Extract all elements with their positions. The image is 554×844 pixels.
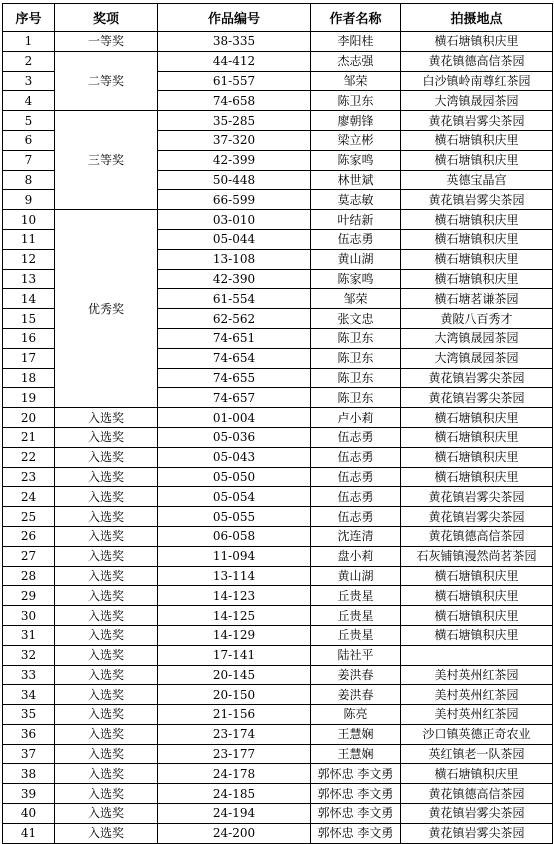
cell-location: 黄陂八百秀才 — [401, 309, 553, 329]
cell-index: 35 — [3, 705, 55, 725]
cell-author: 伍志勇 — [311, 229, 401, 249]
cell-author: 丘贵星 — [311, 606, 401, 626]
cell-work-code: 20-150 — [158, 685, 311, 705]
cell-location: 横石塘镇积庆里 — [401, 764, 553, 784]
cell-author: 陈家鸣 — [311, 269, 401, 289]
cell-index: 36 — [3, 724, 55, 744]
cell-work-code: 23-177 — [158, 744, 311, 764]
cell-work-code: 44-412 — [158, 51, 311, 71]
cell-index: 5 — [3, 111, 55, 131]
table-row — [3, 467, 553, 487]
cell-award: 入选奖 — [55, 467, 158, 487]
cell-award: 入选奖 — [55, 724, 158, 744]
header-row — [3, 4, 553, 32]
cell-award: 三等奖 — [55, 111, 158, 210]
cell-work-code: 01-004 — [158, 408, 311, 428]
cell-work-code: 61-557 — [158, 71, 311, 91]
cell-award: 二等奖 — [55, 51, 158, 110]
cell-index: 2 — [3, 51, 55, 71]
cell-award: 入选奖 — [55, 625, 158, 645]
cell-author: 廖朝锋 — [311, 111, 401, 131]
cell-author: 陈卫东 — [311, 328, 401, 348]
cell-award: 入选奖 — [55, 685, 158, 705]
cell-location: 黄花镇岩雾尖茶园 — [401, 190, 553, 210]
table-row — [3, 625, 553, 645]
cell-location: 横石塘镇积庆里 — [401, 229, 553, 249]
table-row — [3, 408, 553, 428]
cell-work-code: 13-114 — [158, 566, 311, 586]
cell-author: 梁立彬 — [311, 130, 401, 150]
cell-award: 入选奖 — [55, 645, 158, 665]
cell-location: 黄花镇岩雾尖茶园 — [401, 368, 553, 388]
cell-work-code: 74-657 — [158, 388, 311, 408]
cell-author: 杰志强 — [311, 51, 401, 71]
header-author: 作者名称 — [311, 4, 401, 32]
cell-location: 横石塘镇积庆里 — [401, 32, 553, 52]
cell-work-code: 62-562 — [158, 309, 311, 329]
cell-award: 入选奖 — [55, 606, 158, 626]
cell-location: 横石塘镇积庆里 — [401, 427, 553, 447]
cell-author: 李阳桂 — [311, 32, 401, 52]
cell-location — [401, 645, 553, 665]
cell-work-code: 20-145 — [158, 665, 311, 685]
cell-index: 24 — [3, 487, 55, 507]
cell-author: 叶结新 — [311, 210, 401, 230]
table-header — [3, 4, 553, 32]
cell-award: 入选奖 — [55, 566, 158, 586]
cell-work-code: 05-054 — [158, 487, 311, 507]
cell-author: 王慧娴 — [311, 724, 401, 744]
table-row — [3, 645, 553, 665]
table-row — [3, 804, 553, 824]
cell-author: 张文忠 — [311, 309, 401, 329]
cell-location: 英德宝晶宫 — [401, 170, 553, 190]
cell-author: 伍志勇 — [311, 447, 401, 467]
cell-index: 26 — [3, 526, 55, 546]
cell-index: 40 — [3, 804, 55, 824]
cell-work-code: 14-123 — [158, 586, 311, 606]
cell-index: 3 — [3, 71, 55, 91]
cell-index: 39 — [3, 784, 55, 804]
table-row — [3, 111, 553, 131]
cell-location: 横石塘茗谦茶园 — [401, 289, 553, 309]
table-row — [3, 764, 553, 784]
cell-award: 入选奖 — [55, 427, 158, 447]
cell-index: 8 — [3, 170, 55, 190]
cell-index: 20 — [3, 408, 55, 428]
cell-work-code: 42-399 — [158, 150, 311, 170]
cell-index: 4 — [3, 91, 55, 111]
cell-index: 22 — [3, 447, 55, 467]
cell-location: 黄花镇岩雾尖茶园 — [401, 804, 553, 824]
cell-author: 姜洪春 — [311, 685, 401, 705]
table-row — [3, 427, 553, 447]
cell-work-code: 21-156 — [158, 705, 311, 725]
header-work-code: 作品编号 — [158, 4, 311, 32]
cell-location: 黄花镇德高信茶园 — [401, 526, 553, 546]
cell-work-code: 37-320 — [158, 130, 311, 150]
cell-work-code: 74-651 — [158, 328, 311, 348]
header-award: 奖项 — [55, 4, 158, 32]
table-body — [3, 32, 553, 844]
cell-author: 伍志勇 — [311, 467, 401, 487]
table-row — [3, 606, 553, 626]
cell-location: 黄花镇岩雾尖茶园 — [401, 487, 553, 507]
cell-work-code: 50-448 — [158, 170, 311, 190]
table-row — [3, 724, 553, 744]
cell-author: 盘小莉 — [311, 546, 401, 566]
cell-index: 1 — [3, 32, 55, 52]
header-index: 序号 — [3, 4, 55, 32]
cell-author: 丘贵星 — [311, 586, 401, 606]
table-row — [3, 526, 553, 546]
cell-author: 郭怀忠 李文勇 — [311, 764, 401, 784]
cell-author: 陈卫东 — [311, 388, 401, 408]
cell-work-code: 24-194 — [158, 804, 311, 824]
cell-index: 19 — [3, 388, 55, 408]
cell-author: 伍志勇 — [311, 487, 401, 507]
cell-location: 黄花镇岩雾尖茶园 — [401, 388, 553, 408]
cell-location: 大湾镇晟园茶园 — [401, 91, 553, 111]
header-location: 拍摄地点 — [401, 4, 553, 32]
cell-location: 黄花镇德高信茶园 — [401, 51, 553, 71]
cell-work-code: 74-655 — [158, 368, 311, 388]
cell-author: 卢小莉 — [311, 408, 401, 428]
cell-index: 16 — [3, 328, 55, 348]
cell-index: 12 — [3, 249, 55, 269]
cell-award: 入选奖 — [55, 507, 158, 527]
table-row — [3, 546, 553, 566]
cell-work-code: 03-010 — [158, 210, 311, 230]
cell-work-code: 74-658 — [158, 91, 311, 111]
cell-location: 横石塘镇积庆里 — [401, 586, 553, 606]
cell-author: 陈卫东 — [311, 368, 401, 388]
cell-work-code: 14-129 — [158, 625, 311, 645]
cell-location: 美村英州红茶园 — [401, 685, 553, 705]
cell-author: 邹荣 — [311, 71, 401, 91]
table-row — [3, 566, 553, 586]
table-row — [3, 586, 553, 606]
cell-author: 郭怀忠 李文勇 — [311, 804, 401, 824]
table-row — [3, 447, 553, 467]
cell-index: 31 — [3, 625, 55, 645]
cell-index: 27 — [3, 546, 55, 566]
cell-location: 横石塘镇积庆里 — [401, 269, 553, 289]
cell-author: 黄山湖 — [311, 249, 401, 269]
cell-author: 郭怀忠 李文勇 — [311, 823, 401, 843]
cell-work-code: 35-285 — [158, 111, 311, 131]
cell-work-code: 23-174 — [158, 724, 311, 744]
cell-work-code: 13-108 — [158, 249, 311, 269]
cell-author: 陈卫东 — [311, 91, 401, 111]
cell-location: 横石塘镇积庆里 — [401, 150, 553, 170]
cell-index: 18 — [3, 368, 55, 388]
table-row — [3, 685, 553, 705]
cell-author: 林世斌 — [311, 170, 401, 190]
table-row — [3, 665, 553, 685]
cell-work-code: 74-654 — [158, 348, 311, 368]
cell-author: 莫志敏 — [311, 190, 401, 210]
cell-location: 黄花镇岩雾尖茶园 — [401, 507, 553, 527]
cell-location: 白沙镇岭南尊红茶园 — [401, 71, 553, 91]
cell-award: 优秀奖 — [55, 210, 158, 408]
cell-work-code: 38-335 — [158, 32, 311, 52]
cell-award: 入选奖 — [55, 546, 158, 566]
table-row — [3, 32, 553, 52]
cell-index: 37 — [3, 744, 55, 764]
cell-location: 美村英州红茶园 — [401, 665, 553, 685]
cell-location: 横石塘镇积庆里 — [401, 566, 553, 586]
cell-work-code: 24-185 — [158, 784, 311, 804]
cell-index: 33 — [3, 665, 55, 685]
cell-work-code: 05-044 — [158, 229, 311, 249]
cell-author: 陈家鸣 — [311, 150, 401, 170]
table-row — [3, 487, 553, 507]
cell-index: 30 — [3, 606, 55, 626]
cell-work-code: 61-554 — [158, 289, 311, 309]
cell-author: 陈亮 — [311, 705, 401, 725]
cell-location: 沙口镇英德正奇农业 — [401, 724, 553, 744]
cell-index: 6 — [3, 130, 55, 150]
cell-author: 伍志勇 — [311, 427, 401, 447]
cell-author: 黄山湖 — [311, 566, 401, 586]
cell-award: 入选奖 — [55, 526, 158, 546]
cell-award: 入选奖 — [55, 447, 158, 467]
cell-index: 17 — [3, 348, 55, 368]
cell-location: 横石塘镇积庆里 — [401, 130, 553, 150]
cell-index: 41 — [3, 823, 55, 843]
table-row — [3, 744, 553, 764]
cell-work-code: 05-055 — [158, 507, 311, 527]
cell-work-code: 05-043 — [158, 447, 311, 467]
cell-index: 9 — [3, 190, 55, 210]
awards-table — [2, 3, 553, 844]
cell-location: 横石塘镇积庆里 — [401, 625, 553, 645]
table-row — [3, 705, 553, 725]
cell-author: 邹荣 — [311, 289, 401, 309]
cell-author: 姜洪春 — [311, 665, 401, 685]
cell-index: 21 — [3, 427, 55, 447]
cell-index: 10 — [3, 210, 55, 230]
cell-index: 13 — [3, 269, 55, 289]
cell-location: 大湾镇晟园茶园 — [401, 348, 553, 368]
cell-location: 黄花镇岩雾尖茶园 — [401, 823, 553, 843]
table-row — [3, 823, 553, 843]
cell-index: 38 — [3, 764, 55, 784]
cell-location: 英红镇老一队茶园 — [401, 744, 553, 764]
cell-award: 入选奖 — [55, 784, 158, 804]
cell-index: 14 — [3, 289, 55, 309]
cell-award: 入选奖 — [55, 665, 158, 685]
cell-index: 23 — [3, 467, 55, 487]
cell-location: 黄花镇德高信茶园 — [401, 784, 553, 804]
cell-work-code: 11-094 — [158, 546, 311, 566]
cell-index: 29 — [3, 586, 55, 606]
cell-award: 入选奖 — [55, 586, 158, 606]
cell-award: 入选奖 — [55, 764, 158, 784]
cell-location: 横石塘镇积庆里 — [401, 606, 553, 626]
cell-location: 横石塘镇积庆里 — [401, 408, 553, 428]
cell-location: 横石塘镇积庆里 — [401, 210, 553, 230]
cell-author: 沈连清 — [311, 526, 401, 546]
cell-location: 大湾镇晟园茶园 — [401, 328, 553, 348]
cell-author: 陆社平 — [311, 645, 401, 665]
cell-work-code: 06-058 — [158, 526, 311, 546]
cell-location: 横石塘镇积庆里 — [401, 467, 553, 487]
cell-award: 入选奖 — [55, 823, 158, 843]
cell-author: 郭怀忠 李文勇 — [311, 784, 401, 804]
cell-work-code: 05-036 — [158, 427, 311, 447]
cell-index: 34 — [3, 685, 55, 705]
cell-index: 28 — [3, 566, 55, 586]
cell-index: 7 — [3, 150, 55, 170]
cell-location: 美村英州红茶园 — [401, 705, 553, 725]
cell-index: 25 — [3, 507, 55, 527]
table-row — [3, 51, 553, 71]
cell-award: 入选奖 — [55, 408, 158, 428]
cell-index: 15 — [3, 309, 55, 329]
cell-author: 丘贵星 — [311, 625, 401, 645]
cell-work-code: 66-599 — [158, 190, 311, 210]
cell-author: 王慧娴 — [311, 744, 401, 764]
cell-author: 伍志勇 — [311, 507, 401, 527]
cell-work-code: 24-178 — [158, 764, 311, 784]
cell-work-code: 14-125 — [158, 606, 311, 626]
cell-award: 入选奖 — [55, 705, 158, 725]
cell-location: 石灰铺镇漫然尚茗茶园 — [401, 546, 553, 566]
table-row — [3, 210, 553, 230]
cell-award: 入选奖 — [55, 804, 158, 824]
cell-work-code: 42-390 — [158, 269, 311, 289]
cell-location: 黄花镇岩雾尖茶园 — [401, 111, 553, 131]
cell-award: 入选奖 — [55, 487, 158, 507]
cell-location: 横石塘镇积庆里 — [401, 249, 553, 269]
cell-location: 横石塘镇积庆里 — [401, 447, 553, 467]
cell-award: 一等奖 — [55, 32, 158, 52]
cell-award: 入选奖 — [55, 744, 158, 764]
cell-author: 陈卫东 — [311, 348, 401, 368]
cell-work-code: 17-141 — [158, 645, 311, 665]
cell-work-code: 24-200 — [158, 823, 311, 843]
cell-index: 11 — [3, 229, 55, 249]
cell-work-code: 05-050 — [158, 467, 311, 487]
table-row — [3, 784, 553, 804]
table-row — [3, 507, 553, 527]
cell-index: 32 — [3, 645, 55, 665]
